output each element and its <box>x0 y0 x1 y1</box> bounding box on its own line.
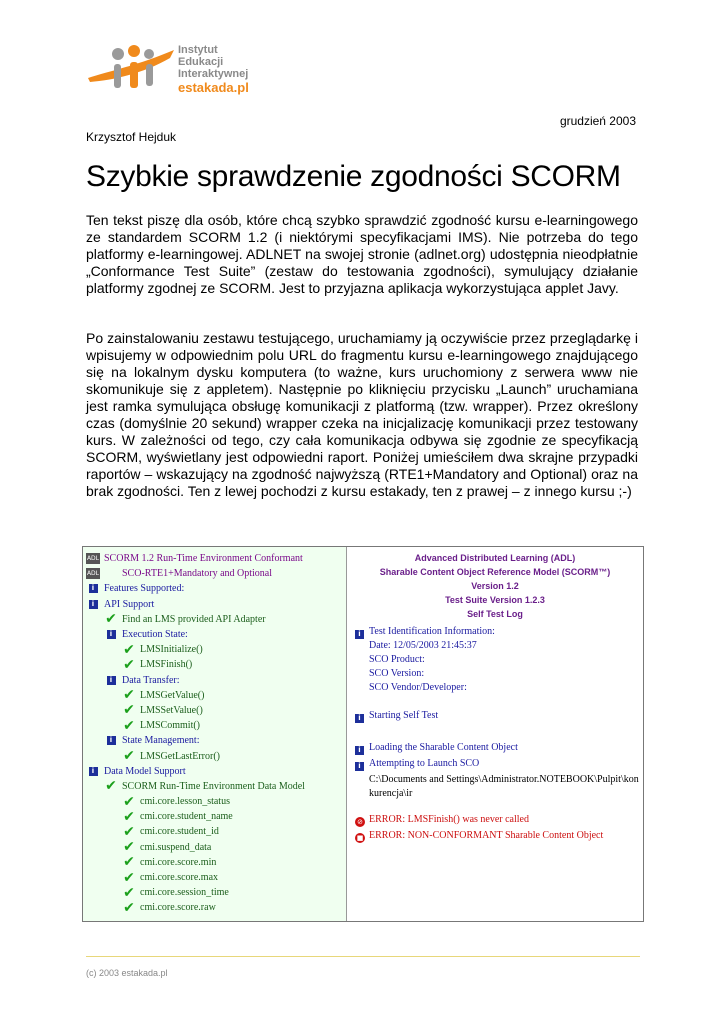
report-row-text: cmi.suspend_data <box>140 841 212 853</box>
report-row <box>83 688 346 703</box>
log-text: Starting Self Test <box>369 710 439 721</box>
info-icon: i <box>107 630 116 639</box>
paragraph: Ten tekst piszę dla osób, które chcą szybko sprawdzić zgodność kursu e-learningowego ze standardem SCORM 1.2 (i niektórymi specyfikacjami IMS). Nie potrzeba do tego platformy e-learningowej. ADLNET na swojej stronie (adlnet.org) udostępnia nieodpłatnie „Conformance Test Suite” (zestaw do testowania zgodności), symulujący działanie platformy zgodnej ze SCORM. Jest to przyjazna aplikacja wykorzystująca applet Javy. <box>86 212 638 296</box>
paragraph: Po zainstalowaniu zestawu testującego, uruchamiamy ją oczywiście przez przeglądarkę i wpisujemy w odpowiednim polu URL do fragmentu kursu e-learningowego znajdującego się na lokalnym dysku komputera (to ważne, kurs uruchomiony z serwera www nie skomunikuje się z appletem). Następnie po kliknięciu przycisku „Launch” uruchamiana jest ramka symulująca obsługę komunikacji z platformą (tzw. wrapper). Przez określony czas (domyślnie 20 sekund) wrapper czeka na inicjalizację komunikacji przez testowany kurs. W zależności od tego, czy cała komunikacja odbywa się zgodnie ze specyfikacją SCORM, wyświetlany jest odpowiedni raport. Poniżej umieściłem dwa skrajne przypadki raportów – wskazujący na zgodność najwyższą (RTE1+Mandatory and Optional) oraz na brak zgodności. Ten z lewej pochodzi z kursu estakady, ten z prawej – z innego kursu ;-) <box>86 330 638 499</box>
report-row-text: SCORM 1.2 Run-Time Environment Conformant <box>104 553 303 565</box>
report-row <box>83 733 346 748</box>
check-icon: ✔ <box>123 641 135 658</box>
report-row <box>83 809 346 824</box>
report-row-text: cmi.core.score.min <box>140 856 217 868</box>
report-row <box>83 794 346 809</box>
info-icon: i <box>89 767 98 776</box>
report-row <box>83 597 346 612</box>
conformant-report <box>83 547 347 921</box>
identification-line: SCO Vendor/Developer: <box>369 682 467 693</box>
logo-line: Interaktywnej <box>178 68 249 80</box>
adl-icon: ADL <box>86 555 100 563</box>
adl-icon: ADL <box>86 570 100 578</box>
identification-line: Date: 12/05/2003 21:45:37 <box>369 640 477 651</box>
report-row-text: LMSFinish() <box>140 659 193 671</box>
report-row <box>83 870 346 885</box>
error-icon: ⊘ <box>355 817 365 827</box>
check-icon: ✔ <box>123 793 135 810</box>
check-icon: ✔ <box>123 702 135 719</box>
logo-text <box>178 44 249 96</box>
report-row-text: API Support <box>104 598 155 610</box>
info-icon: i <box>355 762 364 771</box>
footer-copyright: (c) 2003 estakada.pl <box>86 968 168 978</box>
report-row-text: SCORM Run-Time Environment Data Model <box>122 780 305 792</box>
report-header-line: Sharable Content Object Reference Model (SCORM™) <box>379 567 611 577</box>
report-row-text: LMSGetLastError() <box>140 750 220 762</box>
check-icon: ✔ <box>123 839 135 856</box>
report-row <box>83 627 346 642</box>
identification-line: Test Identification Information: <box>369 626 495 637</box>
report-header-line: Version 1.2 <box>471 581 519 591</box>
report-row <box>83 566 346 581</box>
report-row-text: State Management: <box>122 735 200 747</box>
check-icon: ✔ <box>105 611 117 628</box>
log-entry <box>347 741 643 757</box>
report-row-text: Data Model Support <box>104 765 186 777</box>
report-row-text: cmi.core.score.raw <box>140 902 216 914</box>
logo-brand: estakada.pl <box>178 80 249 95</box>
logo-line: Instytut <box>178 44 218 56</box>
report-header-line: Self Test Log <box>467 609 523 619</box>
check-icon: ✔ <box>123 869 135 886</box>
log-path: C:\Documents and Settings\Administrator.NOTEBOOK\Pulpit\konkurencja\ir <box>369 774 639 799</box>
info-icon: i <box>355 746 364 755</box>
report-row <box>83 764 346 779</box>
report-row-text: cmi.core.student_id <box>140 826 219 838</box>
check-icon: ✔ <box>123 656 135 673</box>
error-text: ERROR: LMSFinish() was never called <box>369 814 529 825</box>
footer-divider <box>86 956 640 957</box>
document-author: Krzysztof Hejduk <box>86 130 177 144</box>
log-entry <box>347 773 643 801</box>
report-row-text: LMSSetValue() <box>140 704 203 716</box>
nonconformant-report <box>347 547 643 921</box>
info-icon: i <box>107 676 116 685</box>
report-row-text: LMSInitialize() <box>140 644 203 656</box>
report-row <box>83 824 346 839</box>
report-row-text: LMSGetValue() <box>140 689 205 701</box>
stop-icon: ■ <box>356 834 364 842</box>
check-icon: ✔ <box>123 687 135 704</box>
report-row <box>83 900 346 915</box>
report-row <box>83 612 346 627</box>
logo <box>86 44 266 104</box>
check-icon: ✔ <box>123 808 135 825</box>
log-entry <box>347 709 643 725</box>
identification-block <box>347 625 643 695</box>
log-entry <box>347 757 643 773</box>
report-header-line: Test Suite Version 1.2.3 <box>445 595 545 605</box>
identification-line: SCO Product: <box>369 654 425 665</box>
check-icon: ✔ <box>105 778 117 795</box>
report-row <box>83 748 346 763</box>
log-error <box>347 829 643 845</box>
check-icon: ✔ <box>123 854 135 871</box>
check-icon: ✔ <box>123 748 135 765</box>
report-row <box>83 673 346 688</box>
report-row <box>83 657 346 672</box>
error-text: ERROR: NON-CONFORMANT Sharable Content Object <box>369 830 604 841</box>
log-error <box>347 813 643 829</box>
report-row-text: Execution State: <box>122 629 188 641</box>
report-row-text: SCO-RTE1+Mandatory and Optional <box>122 568 273 580</box>
report-row-text: Data Transfer: <box>122 674 180 686</box>
report-row-text: cmi.core.session_time <box>140 887 229 899</box>
check-icon: ✔ <box>123 899 135 916</box>
info-icon: i <box>89 600 98 609</box>
report-row <box>83 581 346 596</box>
log-text: Loading the Sharable Content Object <box>369 742 518 753</box>
report-header-line: Advanced Distributed Learning (ADL) <box>414 553 576 563</box>
report-row-text: cmi.core.lesson_status <box>140 796 230 808</box>
report-screenshots <box>82 546 644 922</box>
report-row <box>83 551 346 566</box>
report-row <box>83 779 346 794</box>
check-icon: ✔ <box>123 884 135 901</box>
report-row-text: LMSCommit() <box>140 720 201 732</box>
report-row <box>83 642 346 657</box>
report-row-text: Features Supported: <box>104 583 185 595</box>
check-icon: ✔ <box>123 717 135 734</box>
report-row-text: Find an LMS provided API Adapter <box>122 613 266 625</box>
logo-line: Edukacji <box>178 56 224 68</box>
report-row <box>83 718 346 733</box>
info-icon: i <box>355 714 364 723</box>
identification-line: SCO Version: <box>369 668 425 679</box>
info-icon: i <box>107 736 116 745</box>
check-icon: ✔ <box>123 823 135 840</box>
report-row <box>83 885 346 900</box>
report-row <box>83 855 346 870</box>
report-row-text: cmi.core.student_name <box>140 811 233 823</box>
info-icon: i <box>89 584 98 593</box>
report-row-text: cmi.core.score.max <box>140 872 219 884</box>
info-icon: i <box>355 630 364 639</box>
report-row <box>83 840 346 855</box>
log-text: Attempting to Launch SCO <box>369 758 480 769</box>
document-title: Szybkie sprawdzenie zgodności SCORM <box>86 160 621 193</box>
report-row <box>83 703 346 718</box>
document-date: grudzień 2003 <box>559 114 636 128</box>
logo-figures-icon <box>86 44 176 94</box>
